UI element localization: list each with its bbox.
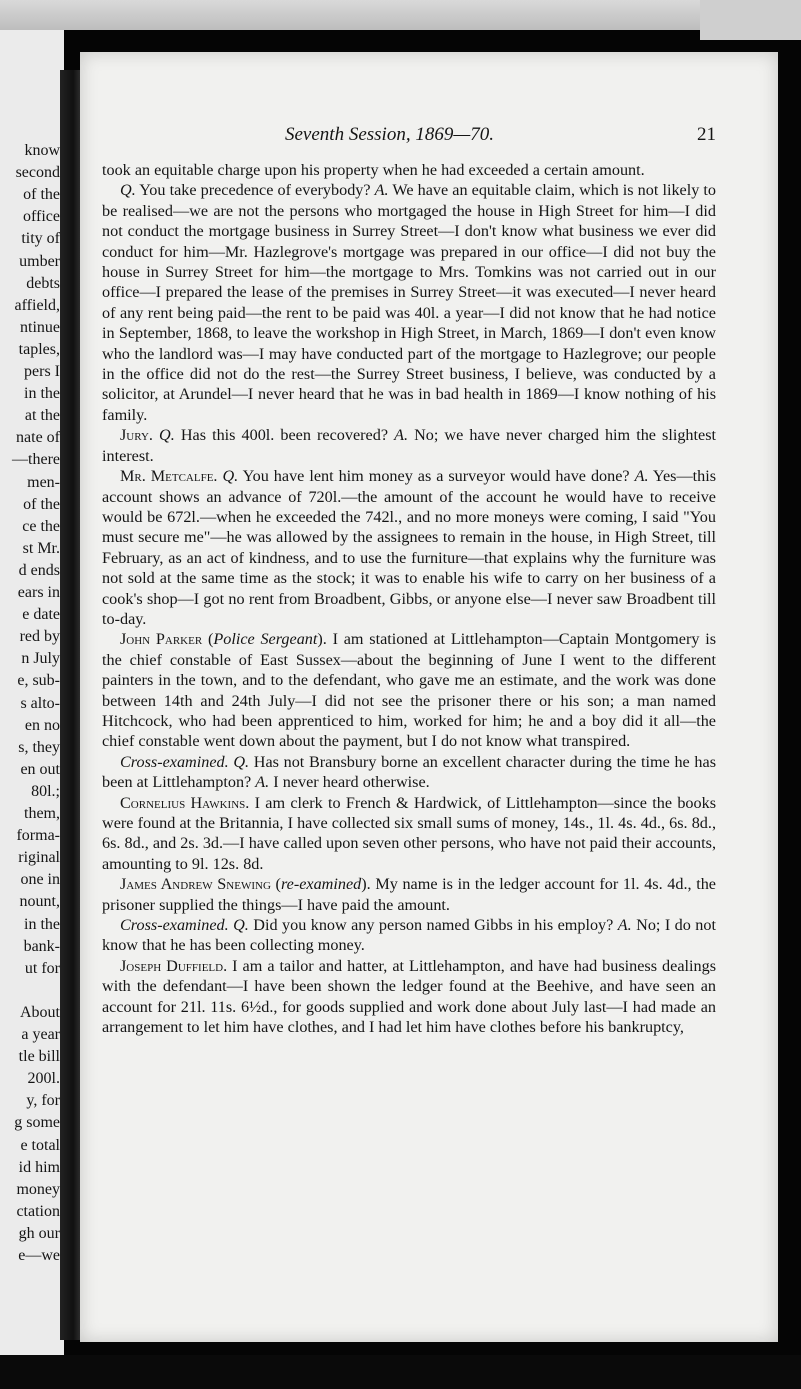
facing-page-fragment: pers I bbox=[24, 363, 60, 380]
paragraph-text: ). I am stationed at Littlehampton—Captain Montgomery is the chief constable of East Sussex—about the beginning of June I went to the different painters in the town, and to the defendant, who gave me an estimate, and the work was done between 14th and 24th July—I did not see the prisoner there or his son; a man named Hitchcock, who had been apprenticed to him, worked for him; he and a boy did it all—the chief constable went down about the payment, but I do not know what transpired. bbox=[102, 630, 716, 751]
book-page bbox=[80, 52, 778, 1342]
facing-page-fragment: nount, bbox=[19, 893, 60, 911]
paragraph-text: ( bbox=[202, 630, 214, 649]
facing-page-fragment: g some bbox=[14, 1114, 60, 1132]
testimony-paragraph bbox=[102, 425, 716, 466]
facing-page-fragment: e, sub- bbox=[17, 672, 60, 690]
speaker-name: James Andrew Snewing bbox=[120, 875, 271, 894]
facing-page-fragment: e date bbox=[22, 606, 60, 624]
facing-page-fragment: e—we bbox=[18, 1247, 60, 1264]
paragraph-text: You take precedence of everybody? bbox=[135, 181, 375, 200]
facing-page-fragment: umber bbox=[19, 252, 60, 270]
italic-text: A. bbox=[255, 773, 270, 792]
facing-page-fragment: en no bbox=[24, 716, 60, 734]
testimony-paragraph bbox=[102, 915, 716, 956]
facing-page-fragment: a year bbox=[21, 1026, 60, 1043]
italic-text: Cross-examined. bbox=[120, 916, 229, 935]
facing-page-fragment: en out bbox=[20, 760, 60, 778]
testimony-paragraph bbox=[102, 793, 716, 875]
paragraph-text: took an equitable charge upon his property when he had exceeded a certain amount. bbox=[102, 161, 645, 179]
facing-page-fragment: ntinue bbox=[20, 318, 60, 336]
italic-text: Cross-examined. bbox=[120, 752, 229, 771]
facing-page-fragment: affield, bbox=[14, 296, 60, 314]
facing-page-fragment: second bbox=[15, 164, 60, 182]
facing-page-fragment: s alto- bbox=[20, 694, 60, 712]
running-head bbox=[80, 124, 778, 152]
facing-page-fragment: money bbox=[16, 1180, 60, 1198]
testimony-paragraph bbox=[102, 956, 716, 1038]
scanner-background-top bbox=[0, 0, 801, 30]
paragraph-text: No; I do not know that he has been collecting money. bbox=[102, 916, 716, 955]
italic-text: Q. bbox=[120, 181, 136, 200]
facing-page-fragment: ctation bbox=[16, 1202, 60, 1220]
italic-text: A. bbox=[634, 467, 649, 486]
facing-page-fragment: know bbox=[24, 142, 60, 159]
facing-page-fragment: d ends bbox=[18, 561, 60, 579]
facing-page-fragment: men- bbox=[27, 473, 60, 491]
facing-page-fragment: them, bbox=[24, 805, 60, 822]
page-gutter bbox=[60, 70, 82, 1340]
italic-text: A. bbox=[617, 916, 632, 935]
page-number: 21 bbox=[697, 124, 716, 145]
testimony-paragraph bbox=[102, 180, 716, 425]
facing-page-fragment: debts bbox=[26, 274, 60, 292]
facing-page-fragment: About bbox=[20, 1003, 60, 1021]
facing-page-fragment: one in bbox=[20, 871, 60, 889]
italic-text: re-examined bbox=[280, 875, 362, 894]
testimony-paragraph bbox=[102, 466, 716, 629]
facing-page-fragment: ce the bbox=[22, 517, 60, 535]
paragraph-text: No; we have never charged him the slightest interest. bbox=[102, 426, 717, 465]
facing-page-fragment: 200l. bbox=[27, 1070, 60, 1088]
speaker-name: John Parker bbox=[120, 630, 203, 649]
facing-page-fragment: gh our bbox=[18, 1224, 60, 1242]
facing-page-fragment: bank- bbox=[23, 937, 60, 955]
facing-page-fragment: ut for bbox=[24, 959, 60, 977]
italic-text: Q. bbox=[233, 752, 250, 771]
facing-page-fragment: n July bbox=[21, 650, 60, 668]
italic-text: Q. bbox=[222, 467, 239, 486]
testimony-paragraph bbox=[102, 874, 716, 915]
facing-page-fragment: y, for bbox=[26, 1092, 60, 1110]
paragraph-text: Yes—this account shows an advance of 720l.—the amount of the account he would have to receive would be 672l.—when he exceeded the 742l., and no more moneys were coming, I said "You must secure me"—he was allowed by the assignees to remain in the house, in High Street, till February, as an act of kindness, and to use the furniture—that explains why the furniture was not sold at the same time as the stock; it was to enable his wife to carry on her business of a cook's shop—I got no rent from Broadbent, Gibbs, or anyone else—I never saw Broadbent till to-day. bbox=[102, 467, 717, 628]
paragraph-text: I am clerk to French & Hardwick, of Littlehampton—since the books were found at the Britannia, I have collected six small sums of money, 14s., 1l. 4s. 4d., 6s. 8d., 6s. 8d., and 2s. 3d.—I have called upon seven other persons, who have not paid their accounts, amounting to 9l. 12s. 8d. bbox=[102, 793, 716, 873]
paragraph-text: I am a tailor and hatter, at Littlehampton, and have had business dealings with the defendant—I have been shown the ledger found at the Beehive, and have seen an account for 21l. 11s. 6½d., for goods supplied and work done about July last—I had made an arrangement to let him have clothes, and I had let him have clothes before his bankruptcy, bbox=[102, 956, 716, 1037]
page-body-text bbox=[102, 160, 716, 1037]
italic-text: Q. bbox=[233, 916, 249, 935]
speaker-name: Joseph Duffield. bbox=[120, 956, 228, 975]
paragraph-text: Has not Bransbury borne an excellent character during the time he has been at Littlehampton? bbox=[102, 752, 716, 792]
facing-page-fragment: e total bbox=[20, 1136, 60, 1154]
paragraph-text: You have lent him money as a surveyor would have done? bbox=[238, 467, 635, 486]
facing-page-fragment: st Mr. bbox=[22, 539, 60, 557]
paragraph-text: I never heard otherwise. bbox=[269, 773, 430, 792]
italic-text: A. bbox=[394, 426, 409, 445]
scanner-background-bottom bbox=[0, 1355, 801, 1389]
facing-page-fragment: in the bbox=[24, 385, 60, 403]
facing-page-fragment: —there bbox=[12, 451, 60, 469]
facing-page-fragment: of the bbox=[23, 495, 60, 513]
facing-page-fragment: s, they bbox=[18, 738, 60, 756]
facing-page-fragment: riginal bbox=[18, 849, 60, 867]
facing-page-fragment: red by bbox=[19, 628, 60, 646]
speaker-name: Mr. Metcalfe. bbox=[120, 467, 218, 486]
paragraph-text: Has this 400l. been recovered? bbox=[174, 426, 395, 445]
running-head-title: Seventh Session, 1869—70. bbox=[285, 124, 494, 145]
facing-page-fragment: tle bill bbox=[18, 1048, 60, 1066]
facing-page-fragment: id him bbox=[18, 1158, 60, 1176]
speaker-name: Cornelius Hawkins. bbox=[120, 793, 250, 812]
facing-page-fragment: in the bbox=[24, 915, 60, 933]
scanner-background-corner bbox=[700, 0, 801, 40]
facing-page-fragment: at the bbox=[24, 407, 60, 425]
paragraph-text: Did you know any person named Gibbs in his employ? bbox=[248, 916, 618, 935]
italic-text: A. bbox=[374, 181, 389, 200]
paragraph-text: ). My name is in the ledger account for 1l. 4s. 4d., the prisoner supplied the things—I have paid the amount. bbox=[102, 875, 716, 914]
testimony-paragraph bbox=[102, 629, 716, 751]
facing-page-fragment: 80l.; bbox=[31, 782, 60, 800]
facing-page-fragment: taples, bbox=[18, 340, 60, 358]
paragraph-text: ( bbox=[270, 875, 281, 894]
italic-text: Q. bbox=[159, 426, 175, 445]
facing-page-fragment: tity of bbox=[21, 230, 60, 248]
facing-page-fragment: of the bbox=[23, 186, 60, 204]
facing-page-fragment: nate of bbox=[16, 429, 60, 447]
speaker-name: Jury. bbox=[120, 426, 153, 445]
facing-page-fragment: forma- bbox=[16, 827, 60, 845]
paragraph-text: We have an equitable claim, which is not likely to be realised—we are not the persons who mortgaged the house in High Street for him—I did not conduct the mortgage business in Surrey Street—I don't know what business we ever did conduct for him—Mr. Hazlegrove's mortgage was prepared in our office—I did not buy the house in Surrey Street for him—the mortgage to Mrs. Tomkins was not carried out in our office—I prepared the lease of the premises in Surrey Street—it was executed—I never heard of any rent being paid—the rent to be paid was 40l. a year—I did not know that he had notice in September, 1868, to leave the workshop in High Street, in March, 1869—I don't even know who the landlord was—I may have conducted part of the mortgage to Hazlegrove; our people in the office did not do the rest—the Surrey Street business, I believe, was conducted by a solicitor, at Arundel—I never heard that he was in bad health in 1869—I know nothing of his family. bbox=[102, 181, 716, 424]
italic-text: Police Sergeant bbox=[213, 630, 318, 649]
facing-page-fragment: ears in bbox=[17, 584, 60, 601]
facing-page-fragment: office bbox=[22, 208, 60, 226]
testimony-paragraph bbox=[102, 752, 716, 793]
testimony-paragraph bbox=[102, 160, 716, 180]
facing-page-edge bbox=[0, 30, 64, 1355]
